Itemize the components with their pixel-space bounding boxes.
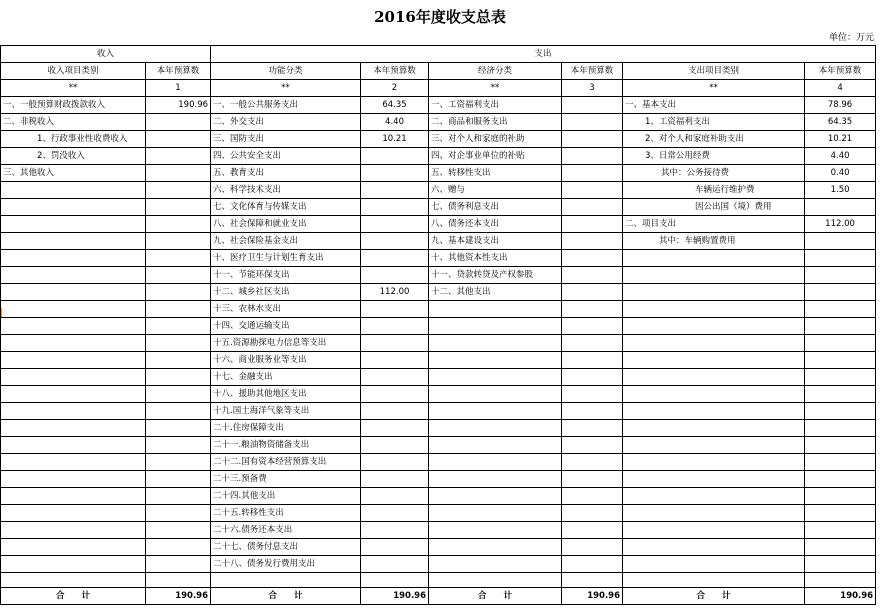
function-value-cell[interactable]: [361, 369, 429, 386]
function-item-cell[interactable]: 二十五.转移性支出: [211, 505, 361, 522]
economic-value-cell[interactable]: [562, 505, 623, 522]
empty-cell[interactable]: [805, 573, 876, 588]
expense-value-cell[interactable]: [805, 539, 876, 556]
economic-value-cell[interactable]: [562, 335, 623, 352]
income-value-cell[interactable]: [146, 131, 211, 148]
table-row: [1, 539, 876, 556]
economic-item-cell[interactable]: 六、赠与: [429, 182, 562, 199]
expense-item-cell[interactable]: [623, 403, 805, 420]
income-item-cell[interactable]: [1, 369, 146, 386]
economic-item-cell[interactable]: [429, 403, 562, 420]
table-row: [1, 420, 876, 437]
expense-value-cell[interactable]: 64.35: [805, 114, 876, 131]
function-value-cell[interactable]: [361, 267, 429, 284]
economic-value-cell[interactable]: [562, 369, 623, 386]
economic-value-cell[interactable]: [562, 437, 623, 454]
expense-value-cell[interactable]: [805, 437, 876, 454]
expense-item-cell[interactable]: 1、工资福利支出: [623, 114, 805, 131]
income-item-cell[interactable]: 2、罚没收入: [1, 148, 146, 165]
expense-value-cell[interactable]: [805, 301, 876, 318]
income-item-cell[interactable]: [1, 505, 146, 522]
economic-value-cell[interactable]: [562, 488, 623, 505]
empty-cell[interactable]: [361, 573, 429, 588]
income-value-cell[interactable]: [146, 148, 211, 165]
expense-value-cell[interactable]: [805, 556, 876, 573]
function-value-cell[interactable]: [361, 301, 429, 318]
function-value-cell[interactable]: 112.00: [361, 284, 429, 301]
income-value-cell[interactable]: [146, 454, 211, 471]
col-function-class[interactable]: 功能分类: [211, 63, 361, 80]
table-row: [1, 199, 876, 216]
economic-value-cell[interactable]: [562, 148, 623, 165]
economic-value-cell[interactable]: [562, 420, 623, 437]
economic-value-cell[interactable]: [562, 216, 623, 233]
income-item-cell[interactable]: 1、行政事业性收费收入: [1, 131, 146, 148]
economic-item-cell[interactable]: 二、商品和服务支出: [429, 114, 562, 131]
function-value-cell[interactable]: [361, 386, 429, 403]
income-value-cell[interactable]: [146, 352, 211, 369]
income-item-cell[interactable]: [1, 301, 146, 318]
expense-item-cell[interactable]: [623, 386, 805, 403]
economic-item-cell[interactable]: [429, 352, 562, 369]
table-row: [1, 318, 876, 335]
total-row: [1, 588, 876, 605]
expense-item-cell[interactable]: [623, 369, 805, 386]
function-item-cell[interactable]: 二十一.粮油物资储备支出: [211, 437, 361, 454]
function-value-cell[interactable]: [361, 437, 429, 454]
function-value-cell[interactable]: [361, 556, 429, 573]
income-item-cell[interactable]: [1, 539, 146, 556]
table-row: [1, 97, 876, 114]
expense-item-cell[interactable]: [623, 505, 805, 522]
economic-item-cell[interactable]: 十一、贷款转贷及产权参股: [429, 267, 562, 284]
economic-value-cell[interactable]: [562, 301, 623, 318]
function-item-cell[interactable]: 十五.资源勘探电力信息等支出: [211, 335, 361, 352]
income-item-cell[interactable]: [1, 454, 146, 471]
economic-item-cell[interactable]: 十、其他资本性支出: [429, 250, 562, 267]
income-value-cell[interactable]: [146, 182, 211, 199]
expense-value-cell[interactable]: [805, 199, 876, 216]
function-item-cell[interactable]: 一、一般公共服务支出: [211, 97, 361, 114]
expense-item-cell[interactable]: 车辆运行维护费: [623, 182, 805, 199]
col-expense-category[interactable]: 支出项目类别: [623, 63, 805, 80]
income-item-cell[interactable]: [1, 199, 146, 216]
income-item-cell[interactable]: [1, 352, 146, 369]
function-value-cell[interactable]: [361, 454, 429, 471]
economic-item-cell[interactable]: [429, 471, 562, 488]
expense-value-cell[interactable]: [805, 386, 876, 403]
empty-cell[interactable]: [623, 573, 805, 588]
function-item-cell[interactable]: 七、文化体育与传媒支出: [211, 199, 361, 216]
economic-item-cell[interactable]: 十二、其他支出: [429, 284, 562, 301]
mark-cell[interactable]: 4: [805, 80, 876, 97]
expense-item-cell[interactable]: [623, 352, 805, 369]
function-item-cell[interactable]: 二十八、债务发行费用支出: [211, 556, 361, 573]
expense-item-cell[interactable]: 因公出国（境）费用: [623, 199, 805, 216]
income-value-cell[interactable]: [146, 369, 211, 386]
income-item-cell[interactable]: 二、非税收入: [1, 114, 146, 131]
income-value-cell[interactable]: [146, 233, 211, 250]
total-expense-cell[interactable]: 190.96: [805, 588, 876, 605]
income-value-cell[interactable]: [146, 539, 211, 556]
expense-item-cell[interactable]: [623, 454, 805, 471]
function-item-cell[interactable]: 五、教育支出: [211, 165, 361, 182]
function-item-cell[interactable]: 十七、金融支出: [211, 369, 361, 386]
income-value-cell[interactable]: [146, 267, 211, 284]
income-header[interactable]: 收入: [1, 46, 211, 63]
income-value-cell[interactable]: [146, 522, 211, 539]
function-value-cell[interactable]: 64.35: [361, 97, 429, 114]
function-value-cell[interactable]: [361, 318, 429, 335]
economic-item-cell[interactable]: 八、债务还本支出: [429, 216, 562, 233]
function-item-cell[interactable]: 六、科学技术支出: [211, 182, 361, 199]
expense-value-cell[interactable]: [805, 335, 876, 352]
expense-header[interactable]: 支出: [211, 46, 876, 63]
function-item-cell[interactable]: 二十七、债务付息支出: [211, 539, 361, 556]
table-row: [1, 471, 876, 488]
income-value-cell[interactable]: [146, 386, 211, 403]
table-row: [1, 284, 876, 301]
function-value-cell[interactable]: [361, 250, 429, 267]
economic-value-cell[interactable]: [562, 471, 623, 488]
economic-value-cell[interactable]: [562, 454, 623, 471]
empty-cell[interactable]: [429, 573, 562, 588]
expense-item-cell[interactable]: 一、基本支出: [623, 97, 805, 114]
expense-item-cell[interactable]: [623, 522, 805, 539]
total-label-cell[interactable]: 合 计: [429, 588, 562, 605]
function-value-cell[interactable]: [361, 148, 429, 165]
expense-value-cell[interactable]: [805, 267, 876, 284]
table-row: [1, 369, 876, 386]
expense-value-cell[interactable]: [805, 420, 876, 437]
col-budget-4[interactable]: 本年预算数: [805, 63, 876, 80]
total-label-cell[interactable]: 合 计: [1, 588, 146, 605]
expense-value-cell[interactable]: [805, 233, 876, 250]
expense-value-cell[interactable]: [805, 284, 876, 301]
expense-item-cell[interactable]: [623, 301, 805, 318]
economic-item-cell[interactable]: [429, 539, 562, 556]
expense-value-cell[interactable]: [805, 454, 876, 471]
income-item-cell[interactable]: [1, 182, 146, 199]
income-item-cell[interactable]: [1, 386, 146, 403]
income-value-cell[interactable]: [146, 165, 211, 182]
income-value-cell[interactable]: [146, 556, 211, 573]
function-value-cell[interactable]: [361, 505, 429, 522]
expense-item-cell[interactable]: [623, 284, 805, 301]
col-budget-1[interactable]: 本年预算数: [146, 63, 211, 80]
income-value-cell[interactable]: [146, 335, 211, 352]
expense-item-cell[interactable]: [623, 318, 805, 335]
income-item-cell[interactable]: [1, 233, 146, 250]
economic-item-cell[interactable]: 一、工资福利支出: [429, 97, 562, 114]
total-economic-cell[interactable]: 190.96: [562, 588, 623, 605]
total-label-cell[interactable]: 合 计: [623, 588, 805, 605]
economic-value-cell[interactable]: [562, 267, 623, 284]
function-value-cell[interactable]: [361, 165, 429, 182]
income-value-cell[interactable]: [146, 471, 211, 488]
economic-value-cell[interactable]: [562, 403, 623, 420]
expense-value-cell[interactable]: [805, 403, 876, 420]
function-value-cell[interactable]: 10.21: [361, 131, 429, 148]
income-item-cell[interactable]: [1, 403, 146, 420]
function-item-cell[interactable]: 二、外交支出: [211, 114, 361, 131]
economic-item-cell[interactable]: [429, 454, 562, 471]
economic-item-cell[interactable]: [429, 420, 562, 437]
table-row: [1, 556, 876, 573]
function-item-cell[interactable]: 十二、城乡社区支出: [211, 284, 361, 301]
income-value-cell[interactable]: [146, 250, 211, 267]
total-income-cell[interactable]: 190.96: [146, 588, 211, 605]
mark-cell[interactable]: **: [429, 80, 562, 97]
economic-value-cell[interactable]: [562, 97, 623, 114]
function-item-cell[interactable]: 十三、农林水支出: [211, 301, 361, 318]
economic-item-cell[interactable]: [429, 522, 562, 539]
function-item-cell[interactable]: 十六、商业服务业等支出: [211, 352, 361, 369]
economic-value-cell[interactable]: [562, 182, 623, 199]
function-item-cell[interactable]: 十八、援助其他地区支出: [211, 386, 361, 403]
income-item-cell[interactable]: [1, 267, 146, 284]
table-row: [1, 437, 876, 454]
table-row: [1, 250, 876, 267]
income-item-cell[interactable]: [1, 522, 146, 539]
expense-value-cell[interactable]: [805, 250, 876, 267]
income-item-cell[interactable]: [1, 471, 146, 488]
function-value-cell[interactable]: [361, 216, 429, 233]
income-value-cell[interactable]: [146, 437, 211, 454]
function-value-cell[interactable]: [361, 420, 429, 437]
function-item-cell[interactable]: 三、国防支出: [211, 131, 361, 148]
table-row: [1, 352, 876, 369]
function-item-cell[interactable]: 十四、交通运输支出: [211, 318, 361, 335]
function-item-cell[interactable]: 八、社会保障和就业支出: [211, 216, 361, 233]
income-value-cell[interactable]: [146, 216, 211, 233]
economic-item-cell[interactable]: 七、债务利息支出: [429, 199, 562, 216]
economic-value-cell[interactable]: [562, 352, 623, 369]
expense-item-cell[interactable]: 其中：车辆购置费用: [623, 233, 805, 250]
col-income-category[interactable]: 收入项目类别: [1, 63, 146, 80]
economic-value-cell[interactable]: [562, 318, 623, 335]
function-value-cell[interactable]: 4.40: [361, 114, 429, 131]
expense-value-cell[interactable]: 112.00: [805, 216, 876, 233]
income-item-cell[interactable]: [1, 488, 146, 505]
income-item-cell[interactable]: [1, 216, 146, 233]
table-row: [1, 114, 876, 131]
expense-item-cell[interactable]: [623, 539, 805, 556]
function-item-cell[interactable]: 十、医疗卫生与计划生育支出: [211, 250, 361, 267]
economic-item-cell[interactable]: 三、对个人和家庭的补助: [429, 131, 562, 148]
mark-cell[interactable]: 1: [146, 80, 211, 97]
economic-value-cell[interactable]: [562, 539, 623, 556]
income-item-cell[interactable]: [1, 318, 146, 335]
income-item-cell[interactable]: [1, 556, 146, 573]
table-row: [1, 131, 876, 148]
function-item-cell[interactable]: 二十.住房保障支出: [211, 420, 361, 437]
empty-cell[interactable]: [562, 573, 623, 588]
mark-cell[interactable]: 2: [361, 80, 429, 97]
expense-value-cell[interactable]: 4.40: [805, 148, 876, 165]
economic-value-cell[interactable]: [562, 165, 623, 182]
income-item-cell[interactable]: 三、其他收入: [1, 165, 146, 182]
expense-item-cell[interactable]: 3、日常公用经费: [623, 148, 805, 165]
income-item-cell[interactable]: [1, 335, 146, 352]
function-item-cell[interactable]: 二十六.债务还本支出: [211, 522, 361, 539]
unit-label: 单位：万元: [828, 33, 874, 43]
function-value-cell[interactable]: [361, 539, 429, 556]
expense-value-cell[interactable]: 78.96: [805, 97, 876, 114]
expense-item-cell[interactable]: [623, 250, 805, 267]
economic-item-cell[interactable]: [429, 437, 562, 454]
function-value-cell[interactable]: [361, 522, 429, 539]
function-value-cell[interactable]: [361, 335, 429, 352]
expense-value-cell[interactable]: [805, 488, 876, 505]
table-row: [1, 301, 876, 318]
expense-item-cell[interactable]: [623, 267, 805, 284]
economic-value-cell[interactable]: [562, 556, 623, 573]
income-value-cell[interactable]: [146, 301, 211, 318]
expense-value-cell[interactable]: [805, 505, 876, 522]
expense-item-cell[interactable]: [623, 488, 805, 505]
income-value-cell[interactable]: 190.96: [146, 97, 211, 114]
table-row: [1, 454, 876, 471]
economic-value-cell[interactable]: [562, 199, 623, 216]
economic-item-cell[interactable]: 九、基本建设支出: [429, 233, 562, 250]
function-item-cell[interactable]: 二十四.其他支出: [211, 488, 361, 505]
mark-cell[interactable]: 3: [562, 80, 623, 97]
function-value-cell[interactable]: [361, 352, 429, 369]
table-row: [1, 505, 876, 522]
table-row: [1, 233, 876, 250]
col-budget-2[interactable]: 本年预算数: [361, 63, 429, 80]
page-title: 2016年度收支总表: [374, 8, 506, 26]
income-item-cell[interactable]: 一、一般预算财政拨款收入: [1, 97, 146, 114]
expense-item-cell[interactable]: 其中：公务接待费: [623, 165, 805, 182]
economic-value-cell[interactable]: [562, 386, 623, 403]
empty-cell[interactable]: [211, 573, 361, 588]
expense-value-cell[interactable]: [805, 522, 876, 539]
budget-table: [0, 45, 876, 605]
function-item-cell[interactable]: 九、社会保险基金支出: [211, 233, 361, 250]
table-row: [1, 403, 876, 420]
expense-value-cell[interactable]: [805, 471, 876, 488]
expense-value-cell[interactable]: 1.50: [805, 182, 876, 199]
economic-value-cell[interactable]: [562, 284, 623, 301]
function-item-cell[interactable]: 二十三.预备费: [211, 471, 361, 488]
income-item-cell[interactable]: [1, 250, 146, 267]
table-row: [1, 267, 876, 284]
economic-item-cell[interactable]: [429, 488, 562, 505]
table-row: [1, 335, 876, 352]
table-row: [1, 488, 876, 505]
expense-value-cell[interactable]: [805, 318, 876, 335]
economic-item-cell[interactable]: [429, 556, 562, 573]
economic-item-cell[interactable]: [429, 386, 562, 403]
empty-cell[interactable]: [146, 573, 211, 588]
income-value-cell[interactable]: [146, 420, 211, 437]
income-value-cell[interactable]: [146, 403, 211, 420]
income-value-cell[interactable]: [146, 199, 211, 216]
income-item-cell[interactable]: [1, 437, 146, 454]
expense-item-cell[interactable]: [623, 335, 805, 352]
table-row: [1, 182, 876, 199]
income-value-cell[interactable]: [146, 114, 211, 131]
income-value-cell[interactable]: [146, 488, 211, 505]
expense-item-cell[interactable]: 2、对个人和家庭补助支出: [623, 131, 805, 148]
table-row: [1, 386, 876, 403]
function-item-cell[interactable]: 十一、节能环保支出: [211, 267, 361, 284]
income-item-cell[interactable]: [1, 420, 146, 437]
economic-value-cell[interactable]: [562, 250, 623, 267]
income-value-cell[interactable]: [146, 318, 211, 335]
total-label-cell[interactable]: 合 计: [211, 588, 361, 605]
expense-item-cell[interactable]: [623, 556, 805, 573]
economic-item-cell[interactable]: [429, 301, 562, 318]
table-row: [1, 216, 876, 233]
table-row: [1, 522, 876, 539]
col-budget-3[interactable]: 本年预算数: [562, 63, 623, 80]
function-item-cell[interactable]: 四、公共安全支出: [211, 148, 361, 165]
function-item-cell[interactable]: 十九.国土海洋气象等支出: [211, 403, 361, 420]
mark-cell[interactable]: **: [211, 80, 361, 97]
expense-value-cell[interactable]: 10.21: [805, 131, 876, 148]
function-value-cell[interactable]: [361, 233, 429, 250]
expense-value-cell[interactable]: [805, 369, 876, 386]
economic-item-cell[interactable]: [429, 318, 562, 335]
empty-cell[interactable]: [1, 573, 146, 588]
income-value-cell[interactable]: [146, 505, 211, 522]
income-item-cell[interactable]: [1, 284, 146, 301]
income-value-cell[interactable]: [146, 284, 211, 301]
economic-item-cell[interactable]: [429, 369, 562, 386]
expense-item-cell[interactable]: [623, 471, 805, 488]
economic-value-cell[interactable]: [562, 131, 623, 148]
table-row: [1, 573, 876, 588]
economic-item-cell[interactable]: [429, 505, 562, 522]
col-economic-class[interactable]: 经济分类: [429, 63, 562, 80]
table-row: [1, 148, 876, 165]
expense-item-cell[interactable]: 二、项目支出: [623, 216, 805, 233]
expense-value-cell[interactable]: [805, 352, 876, 369]
function-item-cell[interactable]: 二十二.国有资本经营预算支出: [211, 454, 361, 471]
economic-item-cell[interactable]: 五、转移性支出: [429, 165, 562, 182]
economic-item-cell[interactable]: 四、对企事业单位的补贴: [429, 148, 562, 165]
economic-value-cell[interactable]: [562, 114, 623, 131]
economic-value-cell[interactable]: [562, 233, 623, 250]
expense-item-cell[interactable]: [623, 437, 805, 454]
function-value-cell[interactable]: [361, 199, 429, 216]
function-value-cell[interactable]: [361, 403, 429, 420]
table-row: [1, 165, 876, 182]
expense-item-cell[interactable]: [623, 420, 805, 437]
function-value-cell[interactable]: [361, 488, 429, 505]
total-function-cell[interactable]: 190.96: [361, 588, 429, 605]
economic-item-cell[interactable]: [429, 335, 562, 352]
mark-cell[interactable]: **: [1, 80, 146, 97]
economic-value-cell[interactable]: [562, 522, 623, 539]
mark-cell[interactable]: **: [623, 80, 805, 97]
function-value-cell[interactable]: [361, 471, 429, 488]
expense-value-cell[interactable]: 0.40: [805, 165, 876, 182]
function-value-cell[interactable]: [361, 182, 429, 199]
